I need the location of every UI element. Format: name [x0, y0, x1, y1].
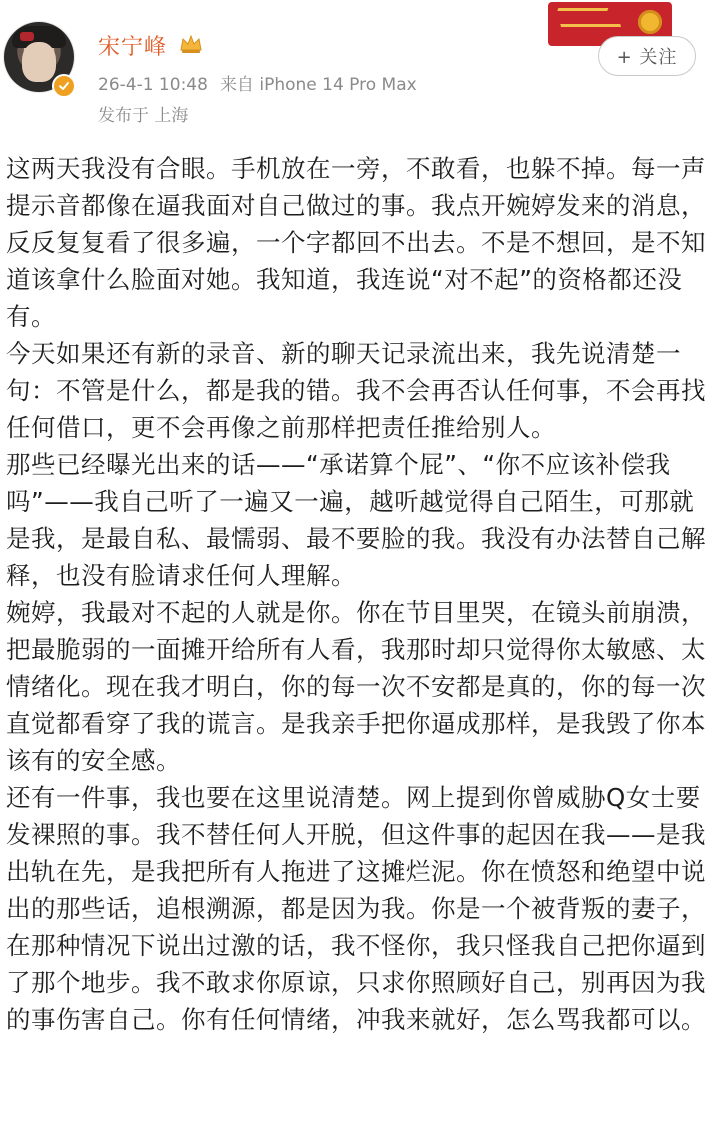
crown-icon — [178, 32, 204, 54]
post-paragraph: 今天如果还有新的录音、新的聊天记录流出来，我先说清楚一句：不管是什么，都是我的错。我不会再否认任何事，不会再找任何借口，更不会再像之前那样把责任推给别人。 — [6, 339, 706, 442]
post-date: 26-4-1 10:48 — [98, 75, 208, 95]
post-paragraph: 还有一件事，我也要在这里说清楚。网上提到你曾威胁Q女士要发裸照的事。我不替任何人开脱，但这件事的起因在我——是我出轨在先，是我把所有人拖进了这摊烂泥。你在愤怒和绝望中说出的那些话，追根溯源，都是因为我。你是一个被背叛的妻子，在那种情况下说出过激的话，我不怪你，我只怪我自己把你逼到了那个地步。我不敢求你原谅，只求你照顾好自己，别再因为我的事伤害自己。你有任何情绪，冲我来就好，怎么骂我都可以。 — [6, 783, 706, 1034]
post-paragraph: 婉婷，我最对不起的人就是你。你在节目里哭，在镜头前崩溃，把最脆弱的一面摊开给所有人看，我那时却只觉得你太敏感、太情绪化。现在我才明白，你的每一次不安都是真的，你的每一次直觉都看穿了我的谎言。是我亲手把你逼成那样，是我毁了你本该有的安全感。 — [6, 598, 706, 775]
post-location: 发布于 上海 — [98, 106, 189, 126]
verified-badge-icon — [52, 74, 76, 98]
post-meta — [98, 70, 429, 95]
post-source: 来自 iPhone 14 Pro Max — [219, 75, 417, 95]
follow-button[interactable]: + 关注 — [598, 36, 696, 76]
post-header — [0, 0, 720, 140]
author-name[interactable]: 宋宁峰 — [98, 35, 168, 60]
post-paragraph: 这两天我没有合眼。手机放在一旁，不敢看，也躲不掉。每一声提示音都像在逼我面对自己做过的事。我点开婉婷发来的消息，反反复复看了很多遍，一个字都回不出去。不是不想回，是不知道该拿什么脸面对她。我知道，我连说“对不起”的资格都还没有。 — [6, 154, 706, 331]
post-paragraph: 那些已经曝光出来的话——“承诺算个屁”、“你不应该补偿我吗”——我自己听了一遍又一遍，越听越觉得自己陌生，可那就是我，是最自私、最懦弱、最不要脸的我。我没有办法替自己解释，也没有脸请求任何人理解。 — [6, 450, 706, 590]
post-body — [6, 150, 712, 1038]
